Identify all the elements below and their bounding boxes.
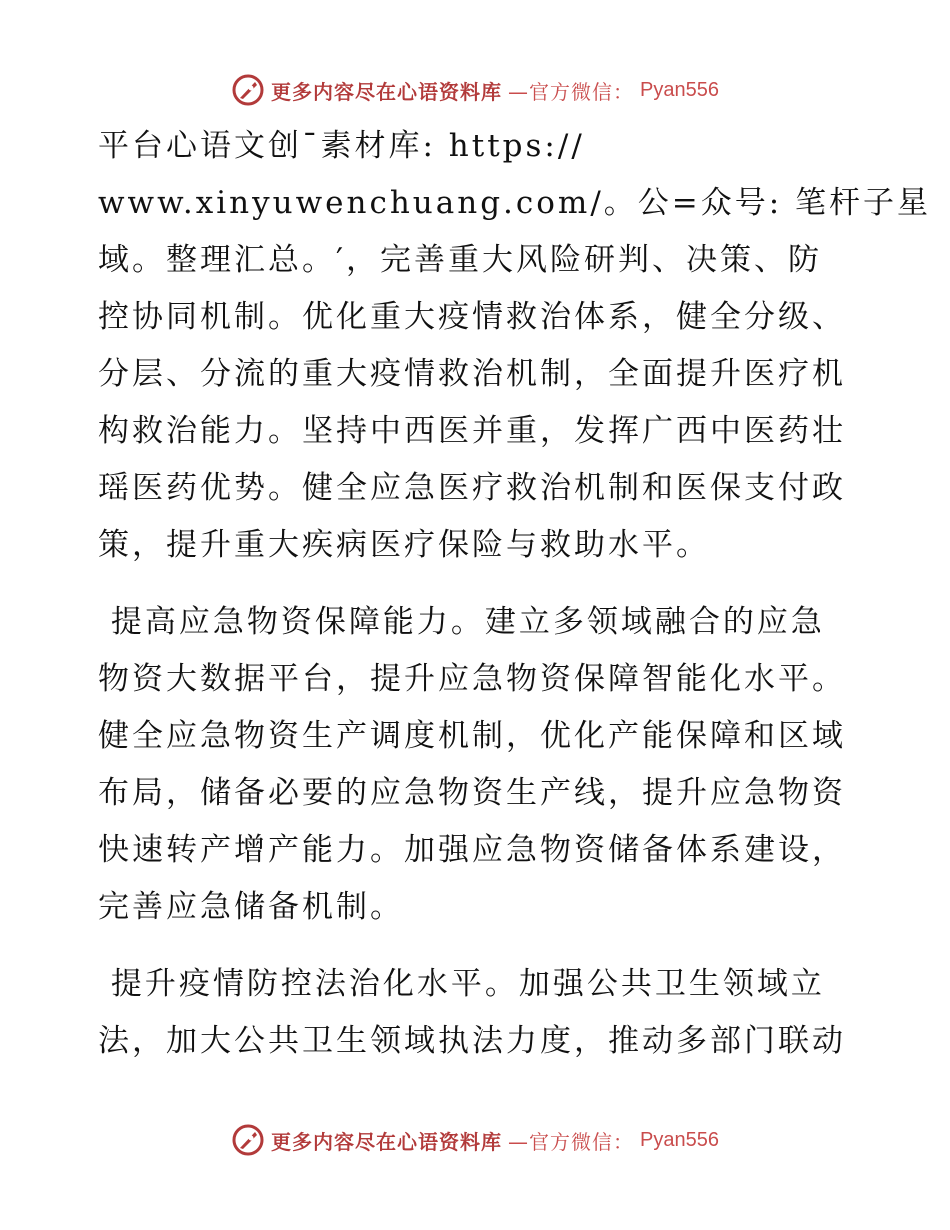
watermark-account: Pyan556 bbox=[640, 1128, 719, 1151]
quill-circle-icon bbox=[231, 73, 265, 107]
text-line: 分层、分流的重大疫情救治机制，全面提升医疗机 bbox=[98, 356, 846, 392]
text-line: 平台心语文创¯素材库: https:// bbox=[98, 128, 585, 164]
watermark-brand-text: 更多内容尽在心语资料库 bbox=[271, 79, 503, 104]
paragraph bbox=[98, 956, 858, 1070]
quill-circle-icon bbox=[231, 1123, 265, 1157]
paragraph-spacer bbox=[98, 936, 858, 956]
text-line: 域。整理汇总。′，完善重大风险研判、决策、防 bbox=[98, 242, 823, 278]
text-line: 法，加大公共卫生领域执法力度，推动多部门联动 bbox=[98, 1023, 846, 1059]
watermark-brand-text: 更多内容尽在心语资料库 bbox=[271, 1129, 503, 1154]
text-line: www.xinyuwenchuang.com/。公=众号: 笔杆子星 bbox=[98, 185, 932, 221]
paragraph-spacer bbox=[98, 574, 858, 594]
text-line: 快速转产增产能力。加强应急物资储备体系建设， bbox=[98, 832, 846, 868]
text-line: 物资大数据平台，提升应急物资保障智能化水平。 bbox=[98, 661, 846, 697]
text-line: 健全应急物资生产调度机制，优化产能保障和区域 bbox=[98, 718, 846, 754]
text-line: 构救治能力。坚持中西医并重，发挥广西中医药壮 bbox=[98, 413, 846, 449]
text-line: 完善应急储备机制。 bbox=[98, 889, 404, 925]
header-watermark bbox=[0, 70, 950, 110]
text-line: 控协同机制。优化重大疫情救治体系，健全分级、 bbox=[98, 299, 846, 335]
text-line: 策，提升重大疾病医疗保险与救助水平。 bbox=[98, 527, 710, 563]
document-body bbox=[98, 118, 932, 1070]
text-line: 布局，储备必要的应急物资生产线，提升应急物资 bbox=[98, 775, 846, 811]
text-line: 提高应急物资保障能力。建立多领域融合的应急 bbox=[98, 604, 825, 640]
text-line: 提升疫情防控法治化水平。加强公共卫生领域立 bbox=[98, 966, 825, 1002]
watermark-separator: —官方微信： bbox=[508, 1129, 635, 1154]
footer-watermark bbox=[0, 1120, 950, 1160]
paragraph bbox=[98, 594, 858, 936]
watermark-account: Pyan556 bbox=[640, 78, 719, 101]
paragraph bbox=[98, 118, 932, 574]
watermark-separator: —官方微信： bbox=[508, 79, 635, 104]
text-line: 瑶医药优势。健全应急医疗救治机制和医保支付政 bbox=[98, 470, 846, 506]
